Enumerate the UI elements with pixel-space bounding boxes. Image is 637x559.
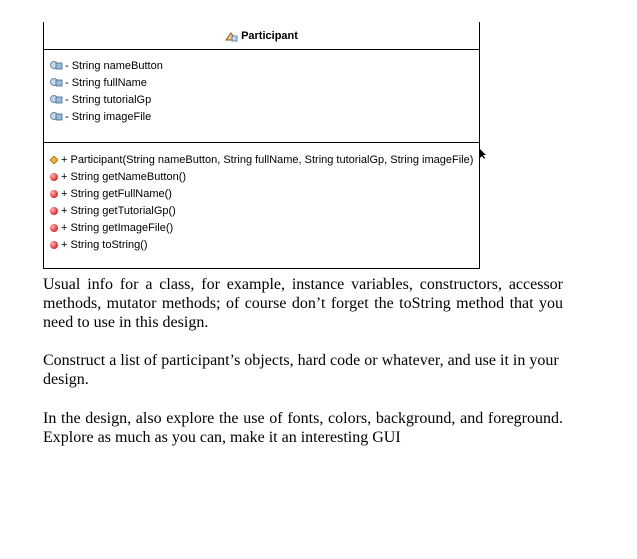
attribute-text: - String nameButton (65, 59, 163, 72)
method-text: + String getImageFile() (61, 221, 174, 234)
method-text: + String toString() (61, 238, 148, 251)
uml-class-diagram (43, 22, 480, 269)
method-icon (50, 173, 58, 181)
method-row (44, 202, 479, 219)
method-icon (50, 224, 58, 232)
field-icon (50, 111, 63, 122)
attribute-row (44, 57, 479, 74)
paragraph-gui-design: In the design, also explore the use of fonts, colors, background, and foreground. Explore as much as you can, make it an interesting GUI (43, 410, 563, 446)
field-icon (50, 77, 63, 88)
paragraph-participant-list: Construct a list of participant’s objects, hard code or whatever, and use it in your design. (43, 352, 559, 388)
attribute-row (44, 108, 479, 125)
method-row (44, 236, 479, 253)
method-text: + String getFullName() (61, 187, 172, 200)
attribute-text: - String fullName (65, 76, 147, 89)
attribute-row (44, 91, 479, 108)
method-icon (50, 241, 58, 249)
attribute-text: - String tutorialGp (65, 93, 152, 106)
method-row (44, 185, 479, 202)
methods-section (44, 143, 479, 253)
attributes-section (44, 50, 479, 143)
attribute-text: - String imageFile (65, 110, 152, 123)
constructor-text: + Participant(String nameButton, String fullName, String tutorialGp, String imageFile) (61, 153, 474, 166)
method-row (44, 168, 479, 185)
paragraph-class-info: Usual info for a class, for example, instance variables, constructors, accessor methods, mutator methods; of course don’t forget the toString method that you need to use in this design. (43, 276, 563, 331)
constructor-row (44, 151, 479, 168)
class-header (44, 22, 479, 50)
class-name: Participant (241, 29, 298, 42)
method-icon (50, 207, 58, 215)
constructor-icon (50, 156, 58, 164)
attribute-row (44, 74, 479, 91)
method-text: + String getTutorialGp() (61, 204, 176, 217)
method-icon (50, 190, 58, 198)
field-icon (50, 60, 63, 71)
field-icon (50, 94, 63, 105)
cursor-icon (479, 148, 487, 160)
class-icon (225, 30, 239, 42)
method-text: + String getNameButton() (61, 170, 187, 183)
method-row (44, 219, 479, 236)
